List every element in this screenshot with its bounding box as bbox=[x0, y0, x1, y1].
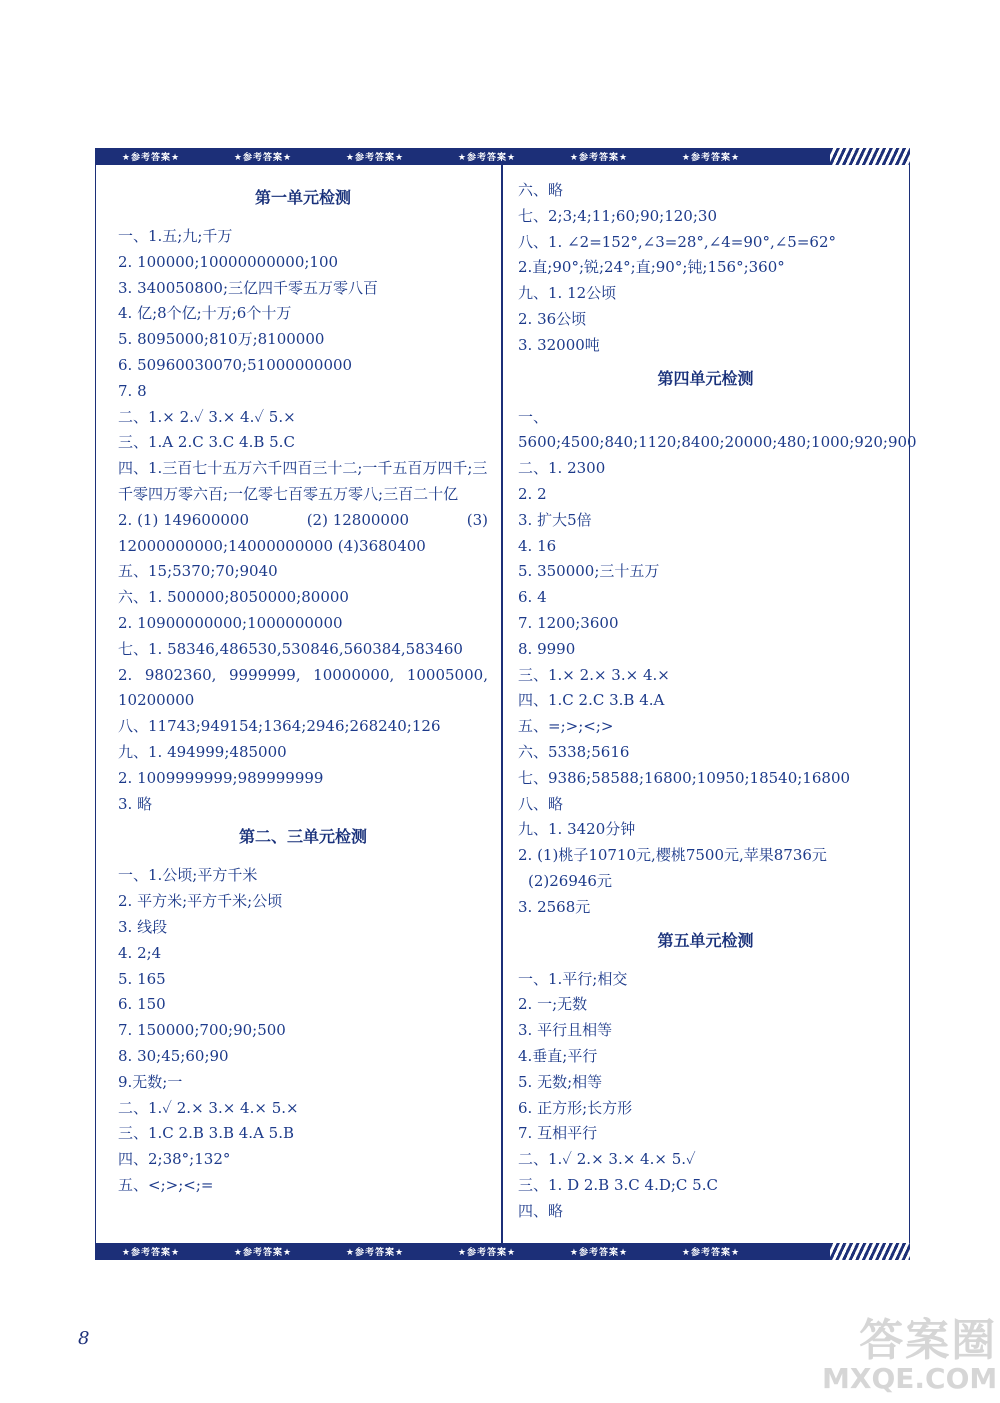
unit4-heading: 第四单元检测 bbox=[657, 368, 754, 388]
answer-line: 6. 4 bbox=[518, 588, 547, 607]
band-tag: ★参考答案★ bbox=[569, 153, 629, 163]
answer-line: 3. 340050800;三亿四千零五万零八百 bbox=[118, 278, 379, 297]
answer-part: 9999999, bbox=[229, 665, 301, 684]
answer-line: 2. 10900000000;1000000000 bbox=[118, 613, 343, 632]
answer-part: (2) 12800000 bbox=[306, 510, 410, 529]
answer-line: 四、1.C 2.C 3.B 4.A bbox=[518, 691, 665, 710]
answer-line: 六、1. 500000;8050000;80000 bbox=[118, 588, 349, 607]
answer-line: 七、1. 58346,486530,530846,560384,583460 bbox=[118, 639, 463, 658]
answer-line: 三、1. D 2.B 3.C 4.D;C 5.C bbox=[518, 1175, 718, 1194]
page-number: 8 bbox=[78, 1328, 90, 1349]
answer-line: 7. 互相平行 bbox=[518, 1124, 598, 1143]
answer-line: 一、1.平行;相交 bbox=[518, 969, 628, 988]
top-header-band bbox=[95, 148, 910, 165]
answer-line: (2)26946元 bbox=[528, 871, 612, 890]
band-tag: ★参考答案★ bbox=[345, 1248, 405, 1258]
watermark-logo bbox=[822, 1315, 998, 1395]
watermark-text: 答案圈 bbox=[859, 1315, 998, 1366]
answer-part: 10005000, bbox=[406, 665, 488, 684]
answer-part: 9802360, bbox=[144, 665, 217, 684]
answer-line: 6. 150 bbox=[118, 995, 166, 1014]
unit1-heading: 第一单元检测 bbox=[254, 188, 351, 207]
band-tag: ★参考答案★ bbox=[233, 1248, 293, 1258]
answer-line: 六、5338;5616 bbox=[518, 742, 630, 761]
answer-line: 二、1.✓ 2.× 3.× 4.× 5.× bbox=[118, 1098, 299, 1117]
answer-line: 八、1. ∠2=152°,∠3=28°,∠4=90°,∠5=62° bbox=[518, 232, 836, 251]
answer-line: 4. 16 bbox=[518, 536, 557, 555]
answer-line: 三、1.× 2.× 3.× 4.× bbox=[518, 665, 670, 684]
answer-line: 四、略 bbox=[518, 1201, 564, 1220]
answer-line: 5. 8095000;810万;8100000 bbox=[118, 330, 325, 349]
right-column bbox=[518, 178, 917, 1224]
band-tag: ★参考答案★ bbox=[681, 1248, 741, 1258]
column-divider bbox=[501, 165, 503, 1243]
answer-line: 五、15;5370;70;9040 bbox=[118, 562, 278, 581]
band-tag: ★参考答案★ bbox=[681, 153, 741, 163]
unit5-heading: 第五单元检测 bbox=[657, 930, 754, 950]
watermark-url: MXQE.COM bbox=[822, 1362, 998, 1395]
answer-line: 2. (1)桃子10710元,樱桃7500元,苹果8736元 bbox=[518, 846, 827, 865]
answer-line: 4.垂直;平行 bbox=[518, 1046, 598, 1065]
answer-line: 四、1.三百七十五万六千四百三十二;一千五百万四千;三千零四万零六百;一亿零七百零五万零八;三百二十亿 bbox=[118, 459, 488, 503]
answer-line: 3. 略 bbox=[118, 794, 153, 813]
answer-line: 七、2;3;4;11;60;90;120;30 bbox=[518, 206, 717, 225]
stripe-decoration bbox=[830, 1243, 910, 1260]
answer-line: 六、略 bbox=[518, 181, 564, 199]
answer-line: 10200000 bbox=[118, 691, 195, 710]
answer-line: 4. 亿;8个亿;十万;6个十万 bbox=[118, 304, 292, 323]
answer-line: 4. 2;4 bbox=[118, 943, 162, 962]
answer-part: (3) bbox=[466, 510, 488, 529]
answer-line: 三、1.A 2.C 3.C 4.B 5.C bbox=[118, 433, 295, 452]
answer-line: 5. 165 bbox=[118, 969, 166, 988]
answer-line: 2. 一;无数 bbox=[518, 995, 588, 1014]
stripe-decoration bbox=[830, 148, 910, 165]
answer-line: 三、1.C 2.B 3.B 4.A 5.B bbox=[118, 1124, 295, 1143]
answer-line: 5. 无数;相等 bbox=[518, 1072, 603, 1091]
answer-line: 二、1.× 2.✓ 3.× 4.✓ 5.× bbox=[118, 407, 296, 426]
answer-line: 2.直;90°;锐;24°;直;90°;钝;156°;360° bbox=[518, 258, 785, 277]
answer-line: 7. 8 bbox=[118, 381, 147, 400]
band-tag: ★参考答案★ bbox=[569, 1248, 629, 1258]
answer-line bbox=[118, 508, 488, 534]
answer-line: 一、1.五;九;千万 bbox=[118, 227, 233, 245]
answer-line: 七、9386;58588;16800;10950;18540;16800 bbox=[518, 768, 851, 787]
answer-line: 2. 平方米;平方千米;公顷 bbox=[118, 892, 283, 911]
answer-line: 五、=;>;<;> bbox=[518, 717, 614, 736]
answer-line: 12000000000;14000000000 (4)3680400 bbox=[118, 536, 426, 555]
answer-line: 5. 350000;三十五万 bbox=[518, 562, 660, 581]
band-tag: ★参考答案★ bbox=[457, 1248, 517, 1258]
answer-line: 3. 线段 bbox=[118, 917, 168, 936]
answer-line: 3. 32000吨 bbox=[518, 335, 600, 354]
answer-line: 2. 2 bbox=[518, 484, 547, 503]
band-tag: ★参考答案★ bbox=[233, 153, 293, 163]
answer-line bbox=[118, 663, 488, 689]
answer-line: 7. 1200;3600 bbox=[518, 613, 619, 632]
answer-line: 8. 9990 bbox=[518, 639, 576, 658]
answer-line: 7. 150000;700;90;500 bbox=[118, 1021, 286, 1040]
band-tag: ★参考答案★ bbox=[121, 1248, 181, 1258]
answer-line: 四、2;38°;132° bbox=[118, 1150, 231, 1169]
band-tag: ★参考答案★ bbox=[457, 153, 517, 163]
answer-line: 五、<;>;<;= bbox=[118, 1175, 214, 1194]
answer-line: 九、1. 12公顷 bbox=[518, 284, 617, 303]
answer-line: 二、1.✓ 2.× 3.× 4.× 5.✓ bbox=[518, 1150, 696, 1169]
answer-line: 3. 2568元 bbox=[518, 897, 591, 916]
answer-part: 2. bbox=[118, 665, 133, 684]
band-tag: ★参考答案★ bbox=[345, 153, 405, 163]
answer-line: 2. 36公顷 bbox=[518, 309, 587, 328]
answer-line: 九、1. 3420分钟 bbox=[518, 820, 636, 839]
answer-line: 3. 扩大5倍 bbox=[518, 510, 592, 529]
answer-line: 9.无数;一 bbox=[118, 1072, 183, 1091]
answer-line: 八、11743;949154;1364;2946;268240;126 bbox=[118, 717, 441, 736]
bottom-footer-band bbox=[95, 1243, 910, 1260]
unit23-heading: 第二、三单元检测 bbox=[238, 827, 367, 847]
answer-line: 一、1.公顷;平方千米 bbox=[118, 866, 258, 885]
answer-line: 一、5600;4500;840;1120;8400;20000;480;1000;920;900 bbox=[518, 407, 917, 452]
answer-line: 二、1. 2300 bbox=[518, 459, 606, 478]
left-column bbox=[118, 178, 488, 1199]
answer-line: 6. 50960030070;51000000000 bbox=[118, 355, 353, 374]
answer-line: 2. 100000;10000000000;100 bbox=[118, 252, 339, 271]
answer-line: 8. 30;45;60;90 bbox=[118, 1046, 229, 1065]
answer-part: 10000000, bbox=[313, 665, 395, 684]
answer-line: 八、略 bbox=[518, 794, 564, 813]
band-tag: ★参考答案★ bbox=[121, 153, 181, 163]
answer-line: 3. 平行且相等 bbox=[518, 1021, 613, 1040]
answer-line: 九、1. 494999;485000 bbox=[118, 742, 287, 761]
answer-line: 6. 正方形;长方形 bbox=[518, 1098, 633, 1117]
answer-part: 2. (1) 149600000 bbox=[118, 510, 249, 529]
answer-line: 2. 1009999999;989999999 bbox=[118, 768, 324, 787]
